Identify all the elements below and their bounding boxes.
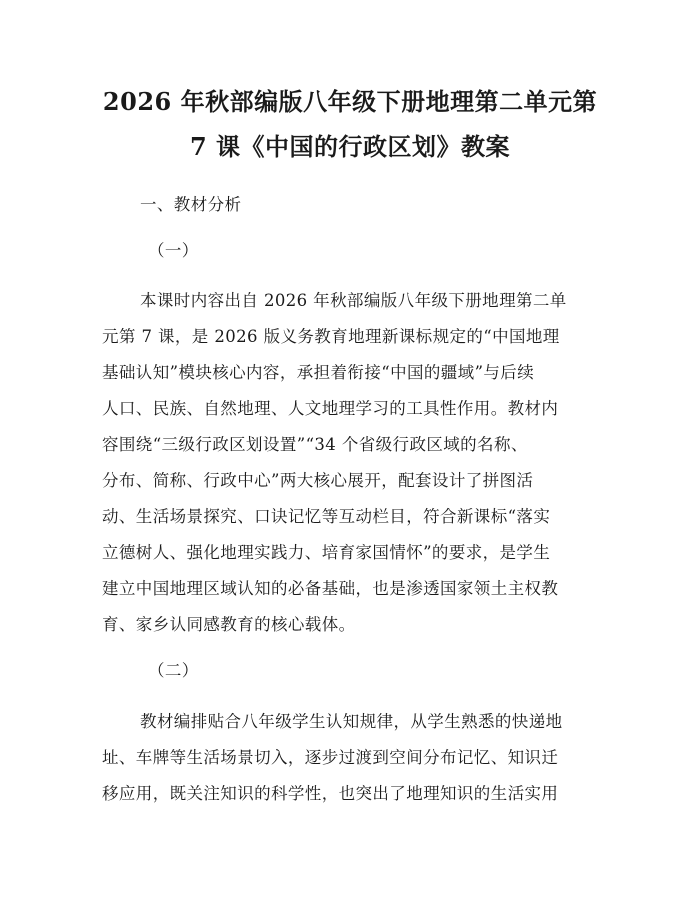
paragraph-1-line: 元第 7 课，是 2026 版义务教育地理新课标规定的“中国地理 (102, 327, 560, 346)
paragraph-2-line: 址、车牌等生活场景切入，逐步过渡到空间分布记忆、知识迁 (102, 748, 559, 767)
paragraph-1-line: 育、家乡认同感教育的核心载体。 (102, 615, 356, 634)
paragraph-1-line: 立德树人、强化地理实践力、培育家国情怀”的要求，是学生 (102, 543, 551, 562)
paragraph-1-line: 容围绕“三级行政区划设置”“34 个省级行政区域的名称、 (102, 435, 528, 454)
document-title-line-1: 2026 年秋部编版八年级下册地理第二单元第 (102, 87, 598, 116)
paragraph-1-line: 动、生活场景探究、口诀记忆等互动栏目，符合新课标“落实 (102, 507, 551, 526)
paragraph-1-line: 人口、民族、自然地理、人文地理学习的工具性作用。教材内 (102, 399, 559, 418)
document-title-line-2: 7 课《中国的行政区划》教案 (189, 132, 511, 161)
paragraph-1-line: 本课时内容出自 2026 年秋部编版八年级下册地理第二单 (140, 291, 567, 310)
paragraph-1-line: 分布、简称、行政中心”两大核心展开，配套设计了拼图活 (102, 471, 534, 490)
paragraph-2-line: 移应用，既关注知识的科学性，也突出了地理知识的生活实用 (102, 784, 559, 803)
paragraph-2-line: 教材编排贴合八年级学生认知规律，从学生熟悉的快递地 (140, 712, 563, 731)
subsection-label-1: （一） (148, 241, 199, 260)
paragraph-1-line: 建立中国地理区域认知的必备基础，也是渗透国家领土主权教 (102, 579, 559, 598)
section-heading: 一、教材分析 (140, 195, 242, 214)
subsection-label-2: （二） (148, 661, 199, 680)
paragraph-1-line: 基础认知”模块核心内容，承担着衔接“中国的疆域”与后续 (102, 363, 535, 382)
